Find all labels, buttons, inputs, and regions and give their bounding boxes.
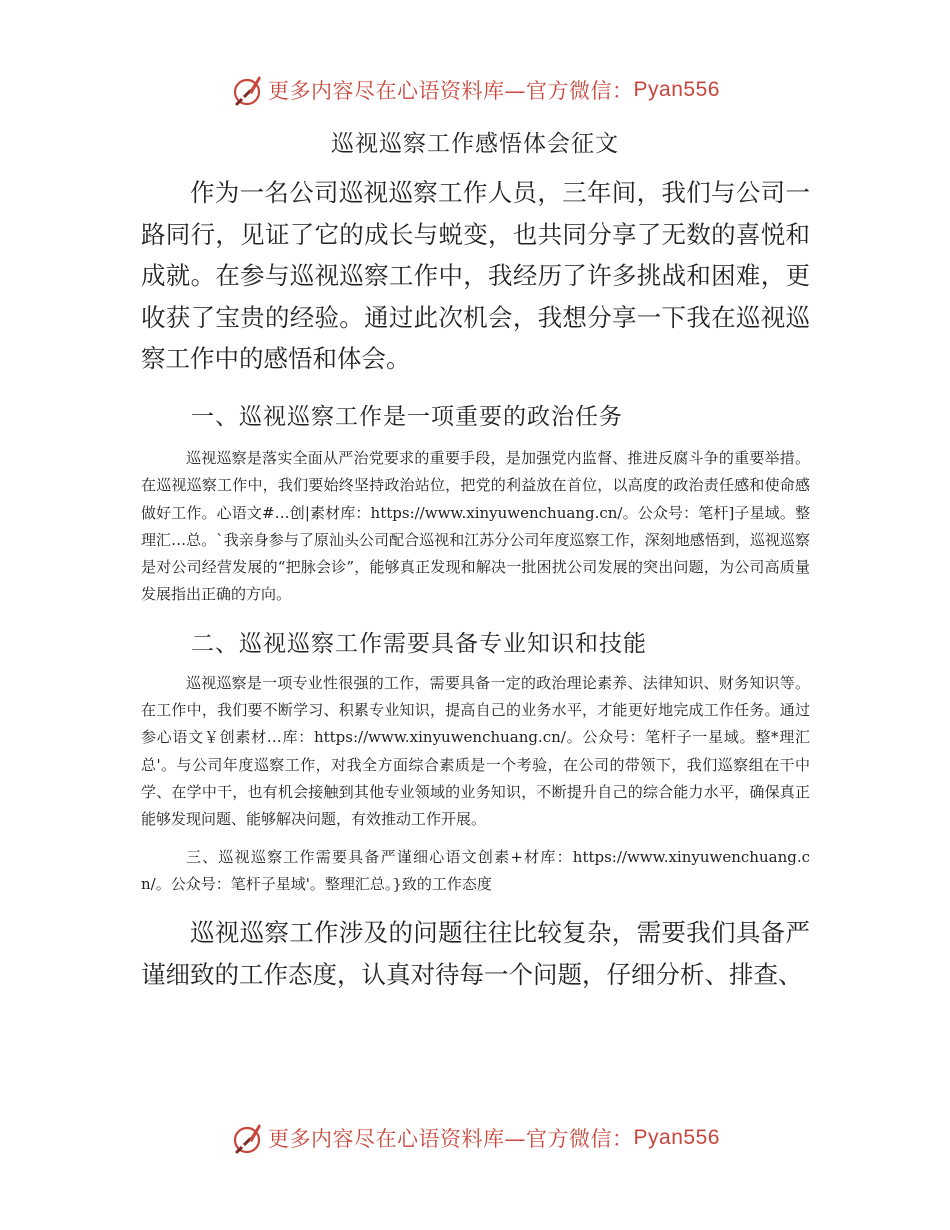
footer-wechat-id: Pyan556 <box>633 1126 720 1149</box>
document-body <box>141 172 810 995</box>
header-banner-text: 更多内容尽在心语资料库—官方微信： <box>268 79 634 103</box>
footer-banner-text: 更多内容尽在心语资料库—官方微信： <box>268 1127 634 1151</box>
section1-heading: 一、巡视巡察工作是一项重要的政治任务 <box>191 403 623 430</box>
section2-heading: 二、巡视巡察工作需要具备专业知识和技能 <box>191 630 647 657</box>
section1-paragraph: 巡视巡察是落实全面从严治党要求的重要手段，是加强党内监督、推进反腐斗争的重要举措。在巡视巡察工作中，我们要始终坚持政治站位，把党的利益放在首位，以高度的政治责任感和使命感做好工作。心语文#…创|素材库：https://www.xinyuwenchuang.cn/。公众号：笔杆]子星域。整理汇…总。`我亲身参与了原汕头公司配合巡视和江苏分公司年度巡察工作，深刻地感悟到，巡视巡察是对公司经营发展的“把脉会诊”，能够真正发现和解决一批困扰公司发展的突出问题，为公司高质量发展指出正确的方向。 <box>141 448 810 604</box>
document-title: 巡视巡察工作感悟体会征文 <box>331 131 619 157</box>
section2-paragraph: 巡视巡察是一项专业性很强的工作，需要具备一定的政治理论素养、法律知识、财务知识等。在工作中，我们要不断学习、积累专业知识，提高自己的业务水平，才能更好地完成工作任务。通过参心语文￥创素材…库：https://www.xinyuwenchuang.cn/。公众号：笔杆子一星域。整*理汇总'。与公司年度巡察工作，对我全方面综合素质是一个考验，在公司的带领下，我们巡察组在干中学、在学中干，也有机会接触到其他专业领域的业务知识，不断提升自己的综合能力水平，确保真正能够发现问题、能够解决问题，有效推动工作开展。 <box>141 673 810 829</box>
header-wechat-id: Pyan556 <box>633 78 720 101</box>
intro-paragraph: 作为一名公司巡视巡察工作人员，三年间，我们与公司一路同行，见证了它的成长与蜕变，也共同分享了无数的喜悦和成就。在参与巡视巡察工作中，我经历了许多挑战和困难，更收获了宝贵的经验。通过此次机会，我想分享一下我在巡视巡察工作中的感悟和体会。 <box>141 178 810 374</box>
section3-paragraph: 巡视巡察工作涉及的问题往往比较复杂，需要我们具备严谨细致的工作态度，认真对待每一个问题，仔细分析、排查、 <box>141 918 810 989</box>
header-banner <box>0 70 950 110</box>
pen-logo-icon <box>230 1121 264 1155</box>
footer-banner <box>0 1118 950 1158</box>
section3-heading: 三、巡视巡察工作需要具备严谨细心语文创素+材库：https://www.xinyuwenchuang.cn/。公众号：笔杆子星域'。整理汇总。}致的工作态度 <box>141 847 810 893</box>
pen-logo-icon <box>230 73 264 107</box>
